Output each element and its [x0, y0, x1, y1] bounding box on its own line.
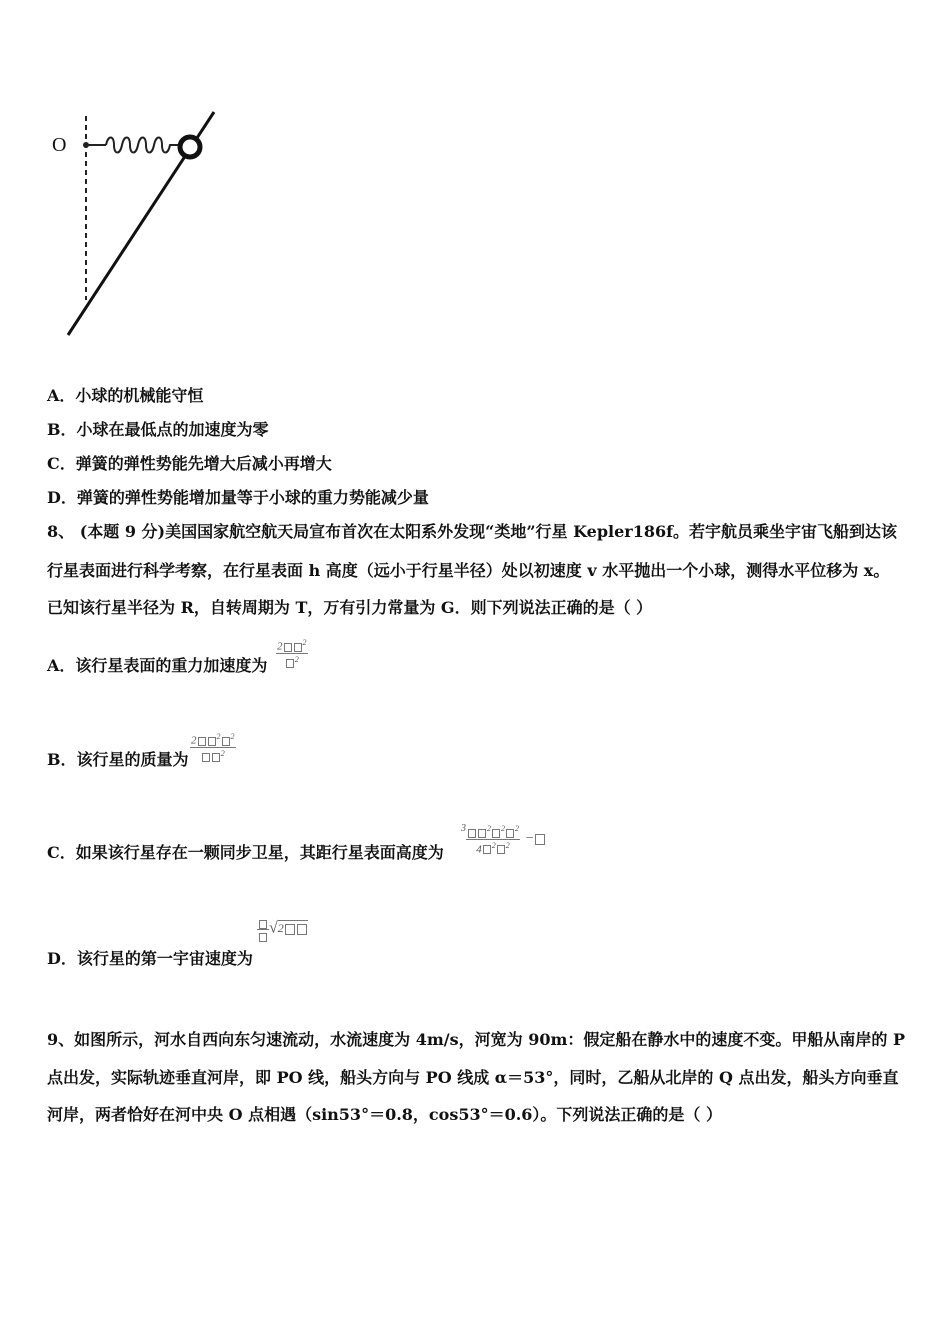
q9-stem-line-3: 河岸，两者恰好在河中央 O 点相遇（sin53°＝0.8，cos53°＝0.6）。下列说法正确的是（ ）: [47, 1105, 722, 1124]
option-text: 该行星的质量为: [76, 750, 189, 769]
option-text: 弹簧的弹性势能增加量等于小球的重力势能减少量: [76, 488, 429, 507]
formula-coefficient: 2: [191, 734, 197, 747]
q8-stem-line-2: 行星表面进行科学考察，在行星表面 h 高度（远小于行星半径）处以初速度 v 水平抛出一个小球，测得水平位移为 x。: [47, 561, 890, 580]
q8-stem-line-1: 8、 (本题 9 分)美国国家航空航天局宣布首次在太阳系外发现“类地”行星 Kepler186f。若宇航员乘坐宇宙飞船到达该: [47, 522, 897, 541]
option-text: 小球的机械能守恒: [75, 386, 204, 405]
q9-stem-line-2: 点出发，实际轨迹垂直河岸，即 PO 线，船头方向与 PO 线成 α＝53°，同时，乙船从北岸的 Q 点出发，船头方向垂直: [47, 1068, 899, 1087]
q8-option-c: [47, 843, 444, 863]
option-letter: B．: [47, 420, 77, 439]
option-text: 如果该行星存在一颗同步卫星，其距行星表面高度为: [75, 843, 444, 862]
formula-coefficient: 4: [476, 843, 482, 856]
spring-ball-rod-diagram: [40, 100, 240, 345]
q7-option-a: [47, 386, 203, 406]
q7-option-d: [47, 488, 429, 508]
formula-a-image: $\frac{2 ^2}{^2}$: [276, 637, 308, 669]
q8-option-d: [47, 949, 253, 969]
q7-option-c: [47, 454, 332, 474]
q8-stem-line-3: 已知该行星半径为 R，自转周期为 T，万有引力常量为 G．则下列说法正确的是（ ）: [47, 598, 653, 617]
option-letter: C．: [47, 454, 76, 473]
formula-coefficient: 2: [277, 640, 283, 653]
option-text: 弹簧的弹性势能先增大后减小再增大: [75, 454, 332, 473]
q8-option-a: [47, 656, 267, 676]
formula-c-image: 3 $\frac{^2 ^2 ^2}{4 ^2 ^2}$ −: [461, 823, 546, 855]
option-text: 该行星表面的重力加速度为: [75, 656, 268, 675]
root-index: 3: [461, 823, 466, 834]
option-text: 该行星的第一宇宙速度为: [76, 949, 253, 968]
q7-option-b: [47, 420, 269, 440]
ball: [180, 137, 200, 157]
option-letter: D．: [47, 949, 77, 968]
spring-coil: [106, 138, 178, 153]
option-text: 小球在最低点的加速度为零: [76, 420, 269, 439]
option-letter: B．: [47, 750, 77, 769]
option-letter: A．: [47, 656, 76, 675]
option-letter: A．: [47, 386, 76, 405]
option-letter: C．: [47, 843, 76, 862]
option-letter: D．: [47, 488, 77, 507]
q8-option-b: [47, 750, 189, 770]
q9-stem-line-1: 9、如图所示，河水自西向东匀速流动，水流速度为 4m/s，河宽为 90m：假定船在静水中的速度不变。甲船从南岸的 P: [47, 1030, 905, 1049]
formula-b-image: $\frac{2 ^2 ^2}{^2}$: [190, 731, 236, 763]
formula-d-image: √2: [257, 917, 308, 942]
formula-coefficient: 2: [277, 921, 284, 936]
figure-label-o: O: [52, 134, 67, 156]
